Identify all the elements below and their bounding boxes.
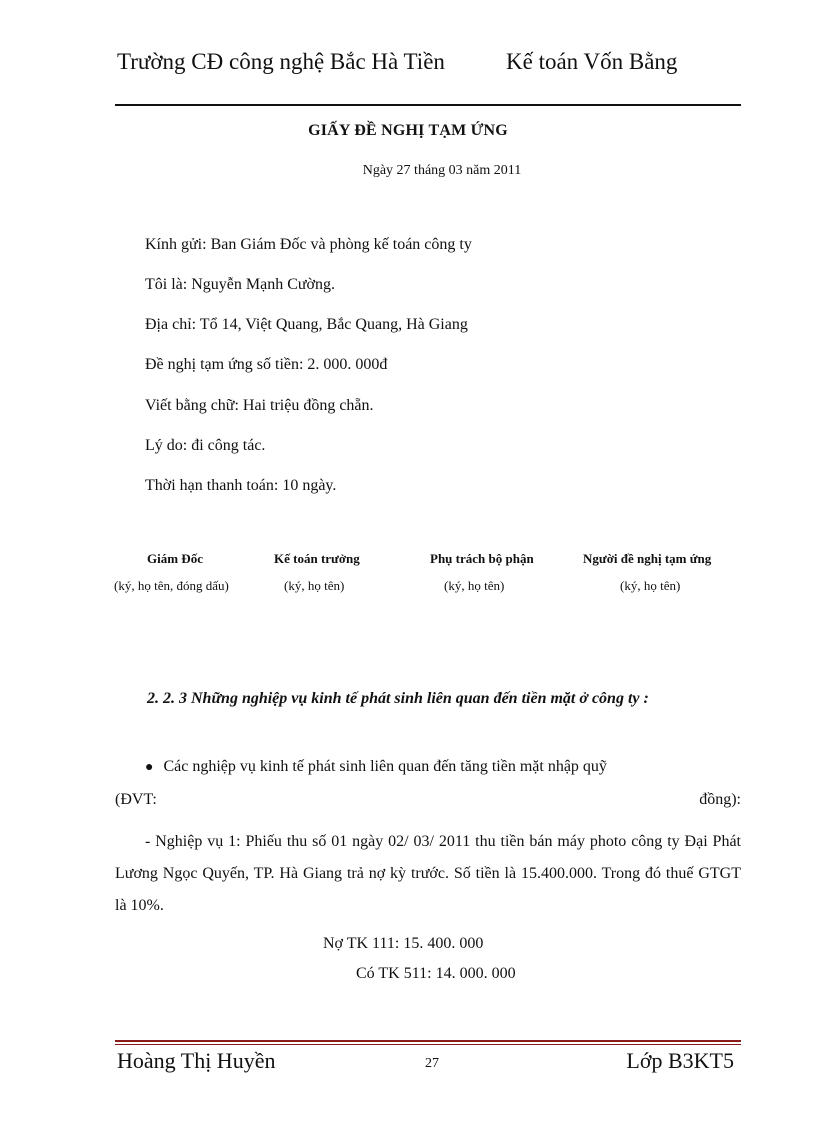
header-school: Trường CĐ công nghệ Bắc Hà Tiền xyxy=(117,49,445,74)
footer-divider-thin xyxy=(115,1044,741,1045)
signature-note-chief-accountant: (ký, họ tên) xyxy=(284,578,345,593)
form-date: Ngày 27 tháng 03 năm 2011 xyxy=(362,163,522,178)
footer-author: Hoàng Thị Huyền xyxy=(117,1048,276,1073)
journal-credit: Có TK 511: 14. 000. 000 xyxy=(356,965,516,982)
signature-note-director: (ký, họ tên, đóng dấu) xyxy=(114,578,229,593)
footer-divider xyxy=(115,1040,741,1042)
operation-1-paragraph xyxy=(115,826,741,922)
form-line-amount: Đề nghị tạm ứng số tiền: 2. 000. 000đ xyxy=(145,356,388,373)
section-heading-text: 2. 2. 3 Những nghiệp vụ kinh tế phát sinh liên quan đến tiền mặt ở công ty : xyxy=(147,690,649,707)
journal-debit: Nợ TK 111: 15. 400. 000 xyxy=(323,935,484,952)
signature-note-requester: (ký, họ tên) xyxy=(620,578,681,593)
bullet-unit-right: đồng): xyxy=(699,791,741,808)
bullet-paragraph xyxy=(115,751,741,816)
form-line-amount-words: Viết bằng chữ: Hai triệu đồng chẵn. xyxy=(145,397,374,414)
bullet-unit-left: (ĐVT: xyxy=(115,791,157,808)
signature-title-chief-accountant: Kế toán trưởng xyxy=(274,551,360,566)
signature-title-director: Giám Đốc xyxy=(147,551,203,566)
section-heading xyxy=(115,683,741,715)
bullet-text: Các nghiệp vụ kinh tế phát sinh liên quan đến tăng tiền mặt nhập quỹ xyxy=(163,758,607,775)
header-subject: Kế toán Vốn Bằng xyxy=(506,49,678,74)
bullet-icon: ● xyxy=(145,760,154,775)
form-line-name: Tôi là: Nguyễn Mạnh Cường. xyxy=(145,276,335,293)
form-line-reason: Lý do: đi công tác. xyxy=(145,437,266,454)
form-line-deadline: Thời hạn thanh toán: 10 ngày. xyxy=(145,477,337,494)
footer-class: Lớp B3KT5 xyxy=(626,1048,734,1073)
signature-note-department-head: (ký, họ tên) xyxy=(444,578,505,593)
operation-1-text: - Nghiệp vụ 1: Phiếu thu số 01 ngày 02/ 03/ 2011 thu tiền bán máy photo công ty Đại Phát Lương Ngọc Quyến, TP. Hà Giang trả nợ kỳ trước. Số tiền là 15.400.000. Trong đó thuế GTGT là 10%. xyxy=(115,833,741,914)
header-divider xyxy=(115,104,741,106)
signature-title-requester: Người đề nghị tạm ứng xyxy=(583,551,712,566)
form-line-address: Địa chỉ: Tổ 14, Việt Quang, Bắc Quang, Hà Giang xyxy=(145,316,468,333)
form-line-recipient: Kính gửi: Ban Giám Đốc và phòng kế toán công ty xyxy=(145,236,472,253)
form-title: GIẤY ĐỀ NGHỊ TẠM ỨNG xyxy=(308,122,508,139)
page-number: 27 xyxy=(425,1056,439,1071)
signature-title-department-head: Phụ trách bộ phận xyxy=(430,551,534,566)
